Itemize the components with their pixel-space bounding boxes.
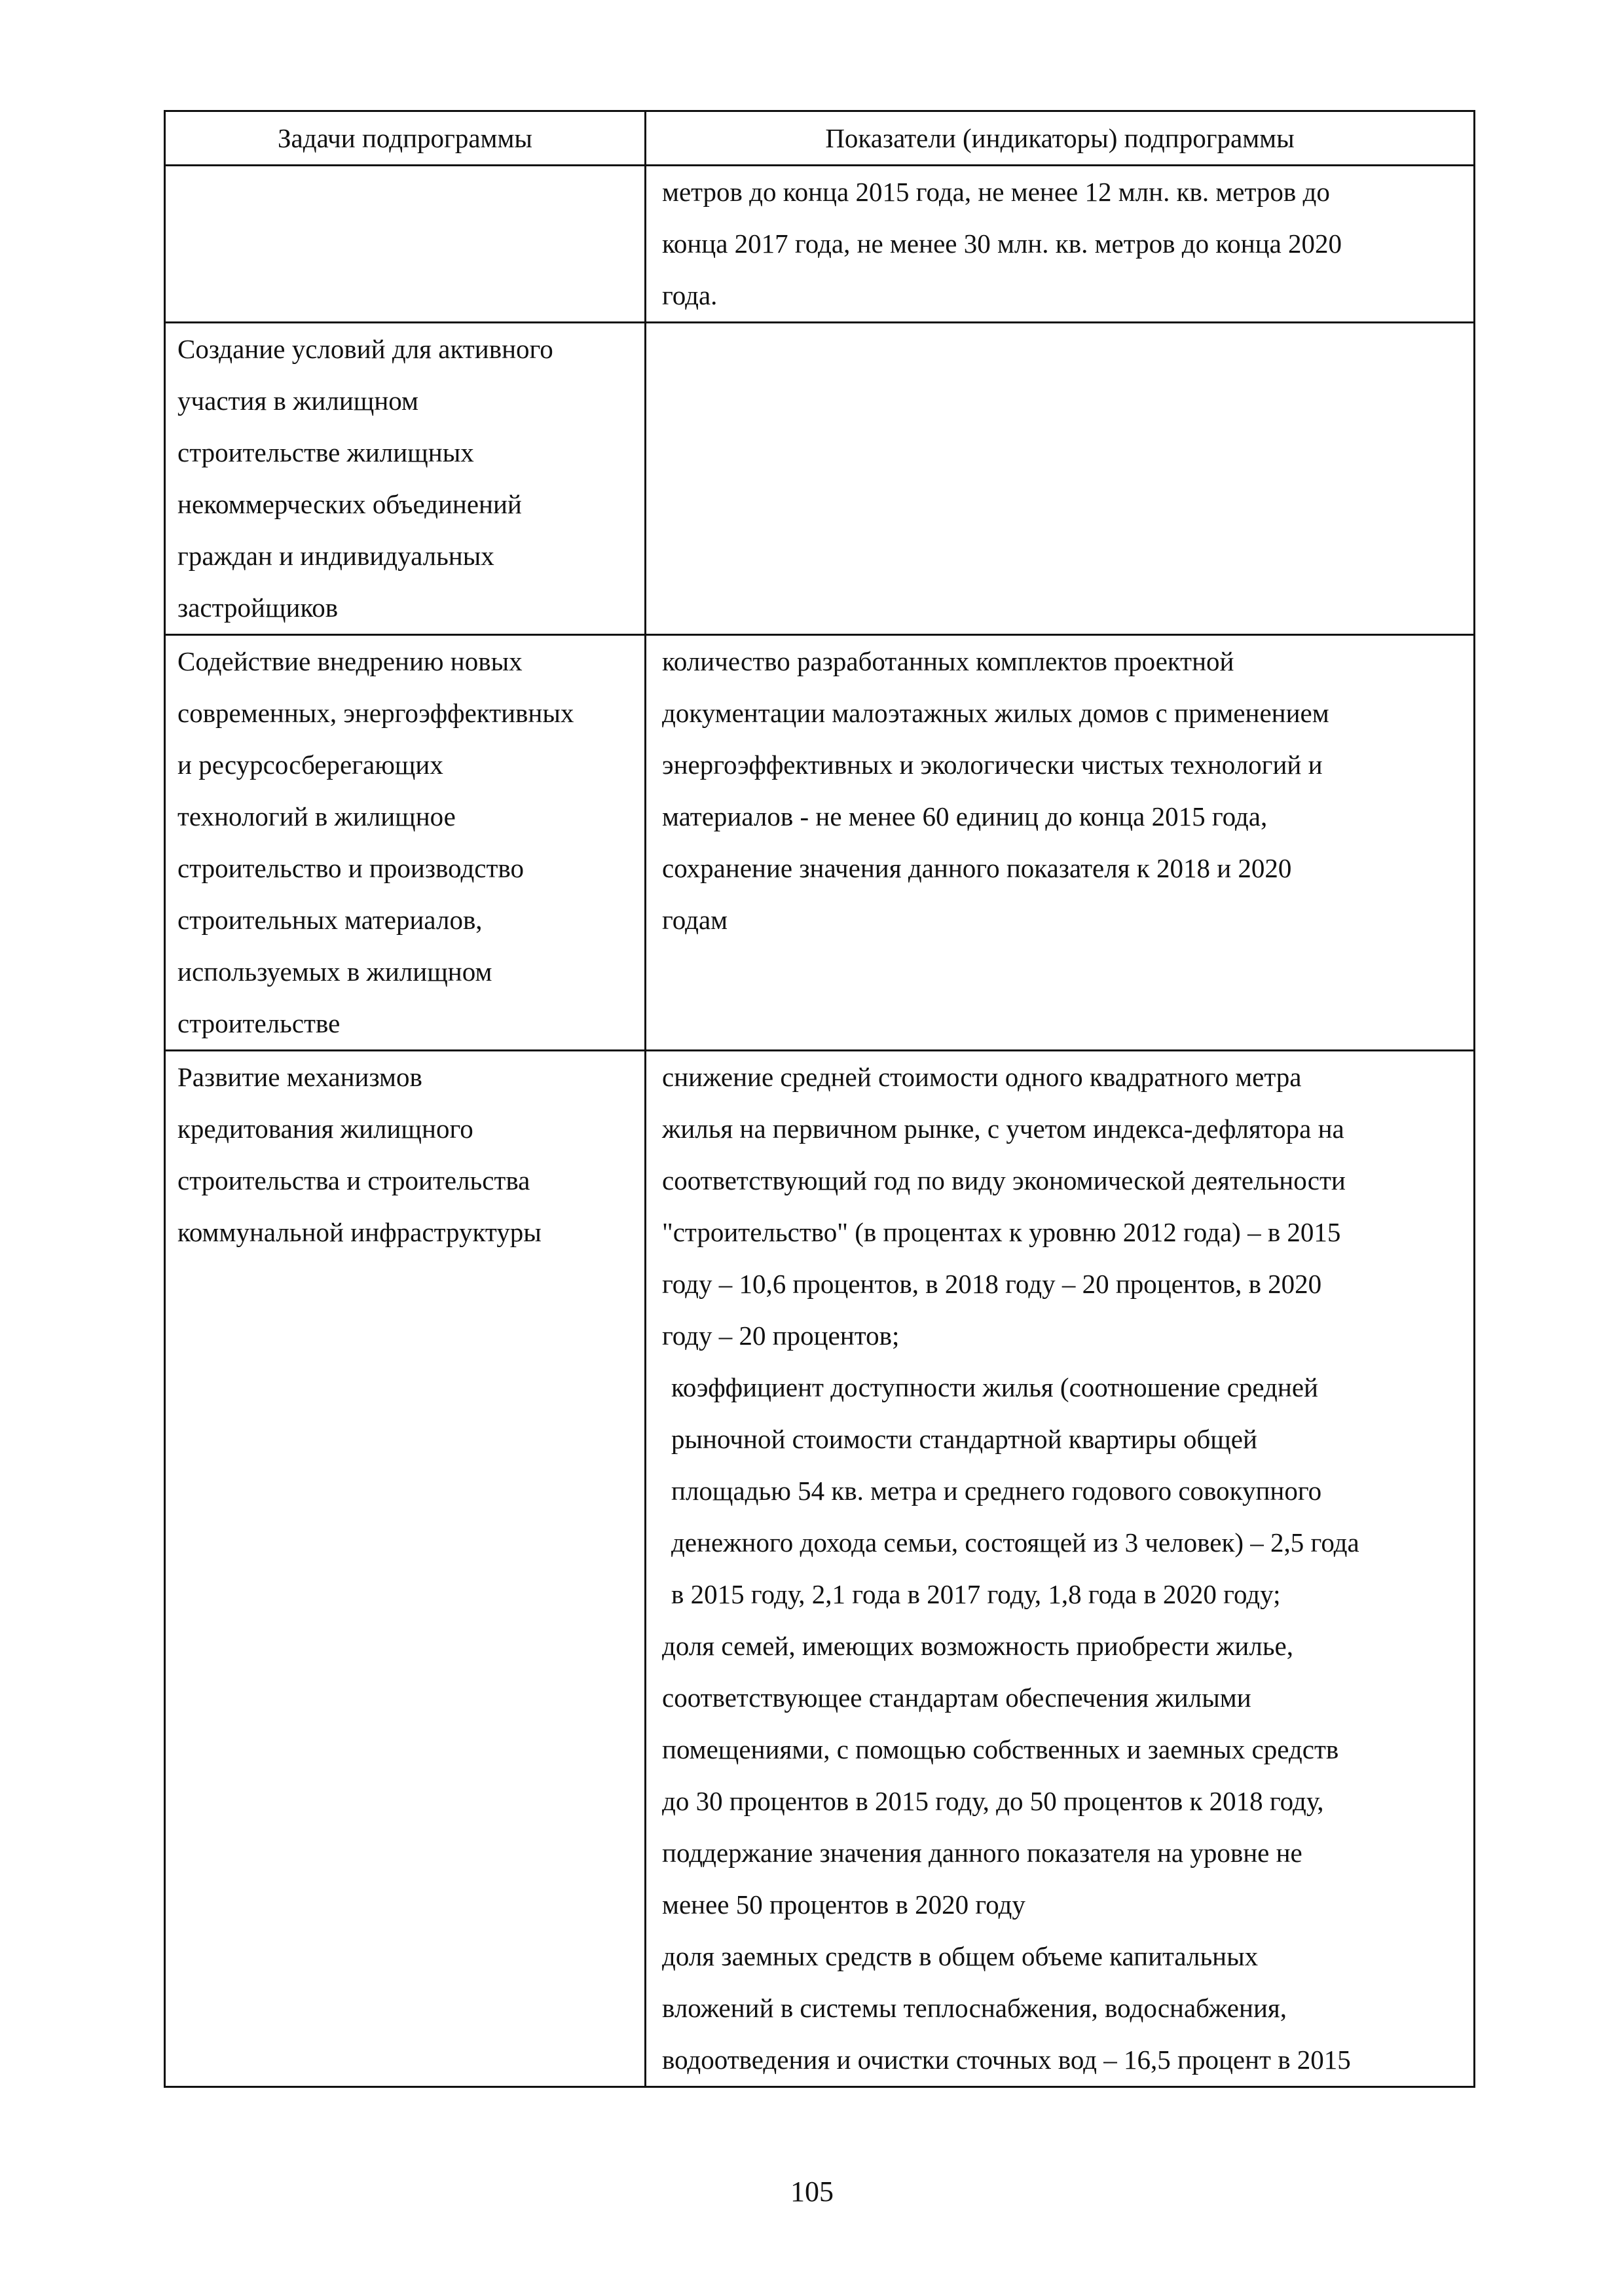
indicator-line: соответствующий год по виду экономической деятельности bbox=[662, 1165, 1346, 1195]
task-line: строительстве жилищных bbox=[177, 437, 474, 467]
indicator-line: снижение средней стоимости одного квадратного метра bbox=[662, 1062, 1302, 1092]
table-row bbox=[165, 635, 1475, 1051]
indicator-line: годам bbox=[662, 905, 728, 935]
task-line: участия в жилищном bbox=[177, 386, 418, 416]
task-line: и ресурсосберегающих bbox=[177, 750, 443, 780]
indicator-line: году – 20 процентов; bbox=[662, 1321, 900, 1351]
indicator-cell bbox=[646, 166, 1475, 323]
task-cell bbox=[165, 323, 646, 635]
indicator-line: материалов - не менее 60 единиц до конца 2015 года, bbox=[662, 801, 1268, 831]
task-line: граждан и индивидуальных bbox=[177, 541, 494, 571]
task-line: строительство и производство bbox=[177, 853, 524, 883]
indicator-line: документации малоэтажных жилых домов с применением bbox=[662, 698, 1329, 728]
header-indicators: Показатели (индикаторы) подпрограммы bbox=[646, 111, 1475, 166]
task-line: строительства и строительства bbox=[177, 1165, 530, 1195]
indicator-line: до 30 процентов в 2015 году, до 50 процентов к 2018 году, bbox=[662, 1786, 1324, 1816]
indicator-line: доля семей, имеющих возможность приобрести жилье, bbox=[662, 1631, 1293, 1661]
header-tasks: Задачи подпрограммы bbox=[165, 111, 646, 166]
indicator-line: вложений в системы теплоснабжения, водоснабжения, bbox=[662, 1993, 1287, 2023]
task-cell bbox=[165, 635, 646, 1051]
indicator-line: коэффициент доступности жилья (соотношение средней bbox=[671, 1372, 1318, 1402]
task-line: используемых в жилищном bbox=[177, 957, 492, 987]
task-line: Развитие механизмов bbox=[177, 1062, 422, 1092]
subprogram-table bbox=[164, 110, 1475, 2088]
indicator-line: жилья на первичном рынке, с учетом индекса-дефлятора на bbox=[662, 1114, 1344, 1144]
indicator-line: соответствующее стандартам обеспечения жилыми bbox=[662, 1683, 1251, 1713]
task-line: некоммерческих объединений bbox=[177, 489, 522, 519]
task-line: Содействие внедрению новых bbox=[177, 646, 523, 676]
table-row bbox=[165, 1051, 1475, 2087]
indicator-line: денежного дохода семьи, состоящей из 3 человек) – 2,5 года bbox=[671, 1527, 1359, 1558]
task-line: современных, энергоэффективных bbox=[177, 698, 574, 728]
indicator-line: года. bbox=[662, 280, 718, 310]
task-cell bbox=[165, 1051, 646, 2087]
indicator-line: в 2015 году, 2,1 года в 2017 году, 1,8 года в 2020 году; bbox=[671, 1579, 1281, 1609]
task-line: кредитования жилищного bbox=[177, 1114, 473, 1144]
indicator-line: доля заемных средств в общем объеме капитальных bbox=[662, 1941, 1259, 1971]
indicator-line: году – 10,6 процентов, в 2018 году – 20 процентов, в 2020 bbox=[662, 1269, 1322, 1299]
indicator-line: конца 2017 года, не менее 30 млн. кв. метров до конца 2020 bbox=[662, 228, 1342, 259]
table-row bbox=[165, 166, 1475, 323]
indicator-line: метров до конца 2015 года, не менее 12 млн. кв. метров до bbox=[662, 177, 1330, 207]
indicator-line: менее 50 процентов в 2020 году bbox=[662, 1889, 1025, 1920]
indicator-line: площадью 54 кв. метра и среднего годового совокупного bbox=[671, 1476, 1322, 1506]
indicator-line: помещениями, с помощью собственных и заемных средств bbox=[662, 1734, 1339, 1764]
task-line: технологий в жилищное bbox=[177, 801, 456, 831]
task-line: Создание условий для активного bbox=[177, 334, 553, 364]
indicator-line: поддержание значения данного показателя на уровне не bbox=[662, 1838, 1302, 1868]
indicator-line: "строительство" (в процентах к уровню 2012 года) – в 2015 bbox=[662, 1217, 1341, 1247]
task-cell bbox=[165, 166, 646, 323]
task-line: застройщиков bbox=[177, 592, 339, 623]
task-line: коммунальной инфраструктуры bbox=[177, 1217, 542, 1247]
table-header-row bbox=[165, 111, 1475, 166]
task-line: строительстве bbox=[177, 1008, 341, 1038]
page-number: 105 bbox=[790, 2176, 834, 2208]
indicator-cell bbox=[646, 1051, 1475, 2087]
indicator-cell bbox=[646, 635, 1475, 1051]
indicator-line: рыночной стоимости стандартной квартиры общей bbox=[671, 1424, 1257, 1454]
table-row bbox=[165, 323, 1475, 635]
indicator-line: количество разработанных комплектов проектной bbox=[662, 646, 1234, 676]
task-line: строительных материалов, bbox=[177, 905, 483, 935]
indicator-cell bbox=[646, 323, 1475, 635]
indicator-line: энергоэффективных и экологически чистых технологий и bbox=[662, 750, 1323, 780]
table-body bbox=[165, 166, 1475, 2087]
indicator-line: водоотведения и очистки сточных вод – 16,5 процент в 2015 bbox=[662, 2045, 1351, 2075]
indicator-line: сохранение значения данного показателя к 2018 и 2020 bbox=[662, 853, 1292, 883]
